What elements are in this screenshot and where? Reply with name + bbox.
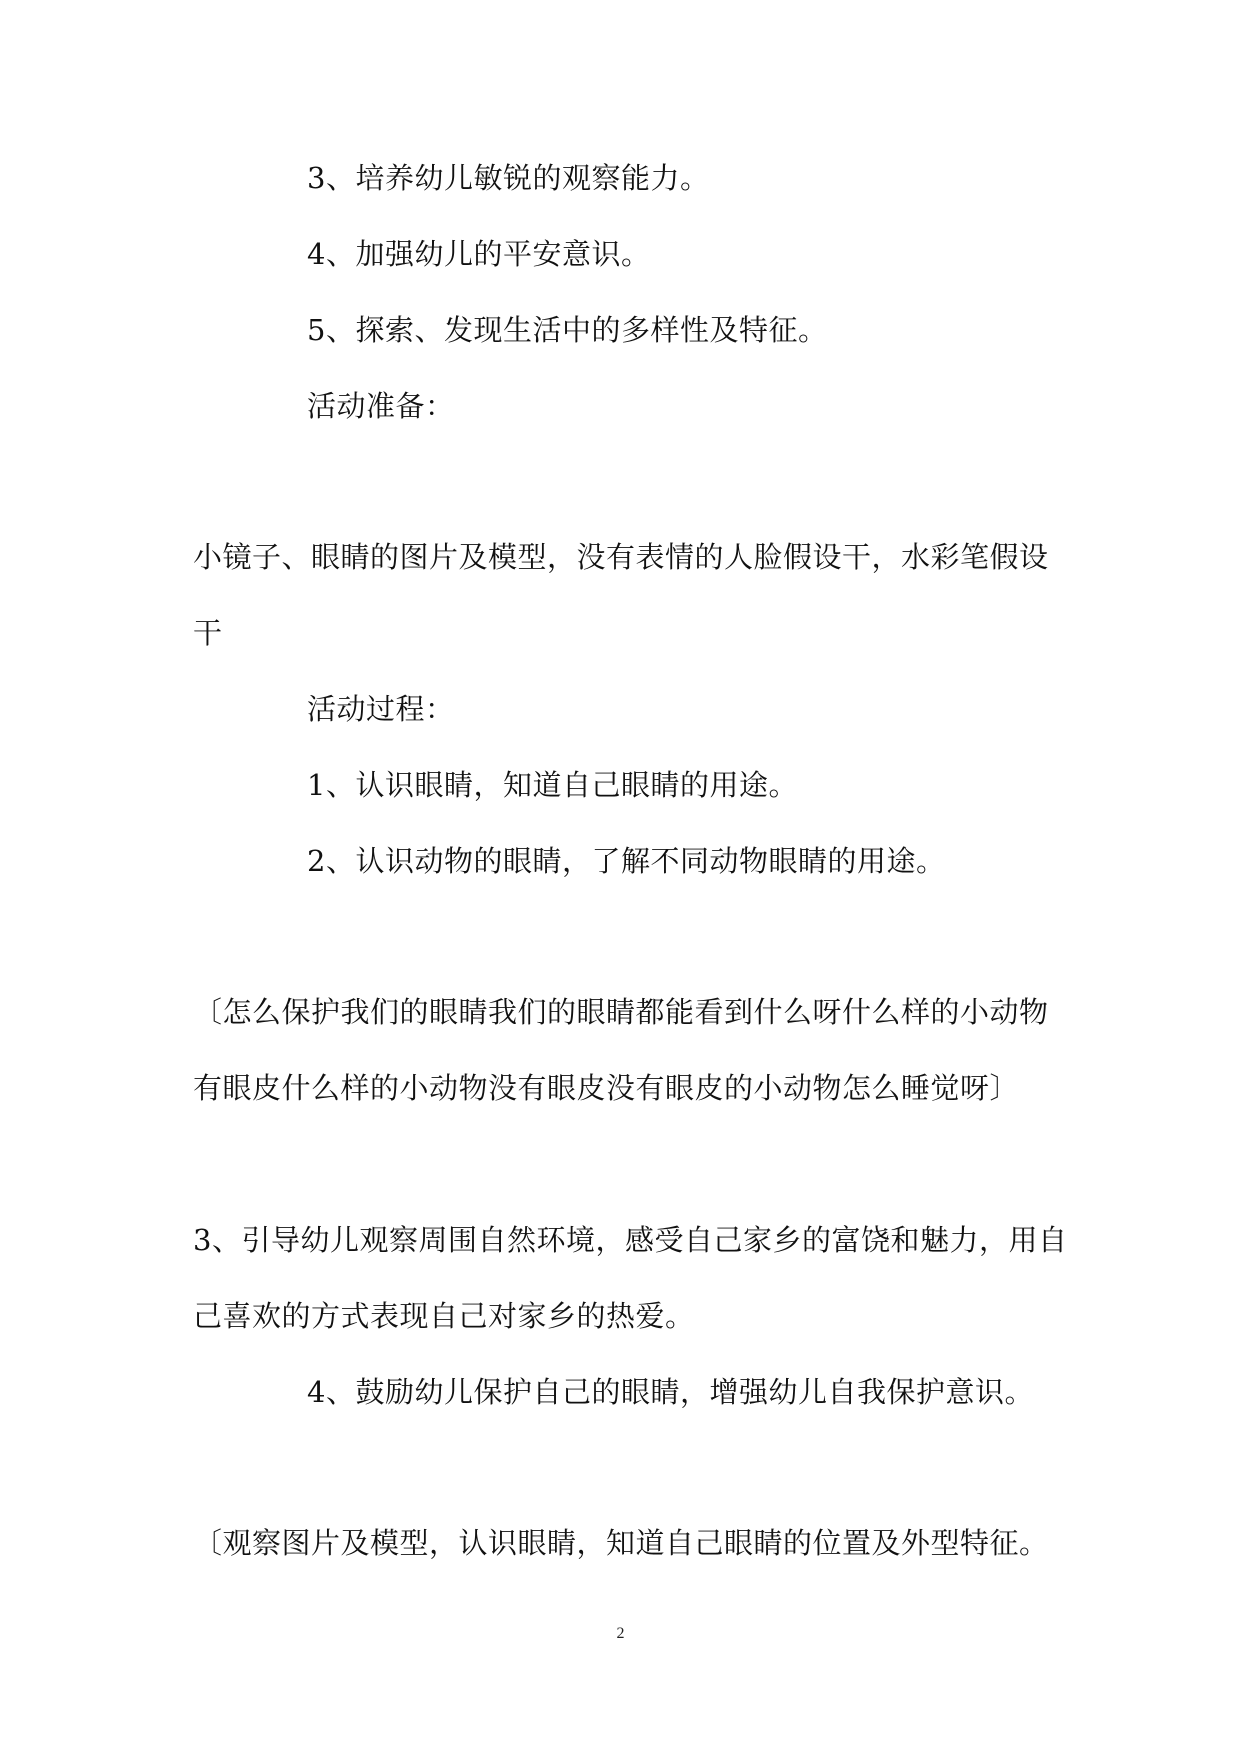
process-step-3-line-1: 3、引导幼儿观察周围自然环境，感受自己家乡的富饶和魅力，用自 [193, 1223, 1068, 1257]
goal-5-text: 5、探索、发现生活中的多样性及特征。 [307, 313, 828, 347]
goal-4-text: 4、加强幼儿的平安意识。 [307, 237, 651, 271]
process-heading: 活动过程： [307, 692, 455, 726]
process-step-2: 2、认识动物的眼睛，了解不同动物眼睛的用途。 [307, 844, 946, 878]
questions-text-2: 有眼皮什么样的小动物没有眼皮没有眼皮的小动物怎么睡觉呀〕 [193, 1071, 1020, 1105]
questions-text-1: 〔怎么保护我们的眼睛我们的眼睛都能看到什么呀什么样的小动物 [193, 995, 1049, 1029]
preparation-heading: 活动准备： [307, 389, 455, 423]
process-step-4: 4、鼓励幼儿保护自己的眼睛，增强幼儿自我保护意识。 [307, 1375, 1034, 1409]
process-step-3-line-2: 己喜欢的方式表现自己对家乡的热爱。 [193, 1299, 695, 1333]
preparation-text-1: 小镜子、眼睛的图片及模型，没有表情的人脸假设干，水彩笔假设 [193, 540, 1049, 574]
preparation-text-2: 干 [193, 616, 223, 650]
process-step-1: 1、认识眼睛，知道自己眼睛的用途。 [307, 768, 798, 802]
goal-3-text: 3、培养幼儿敏锐的观察能力。 [307, 161, 710, 195]
observation-text: 〔观察图片及模型，认识眼睛，知道自己眼睛的位置及外型特征。 [193, 1526, 1049, 1560]
page-number: 2 [616, 1625, 625, 1642]
